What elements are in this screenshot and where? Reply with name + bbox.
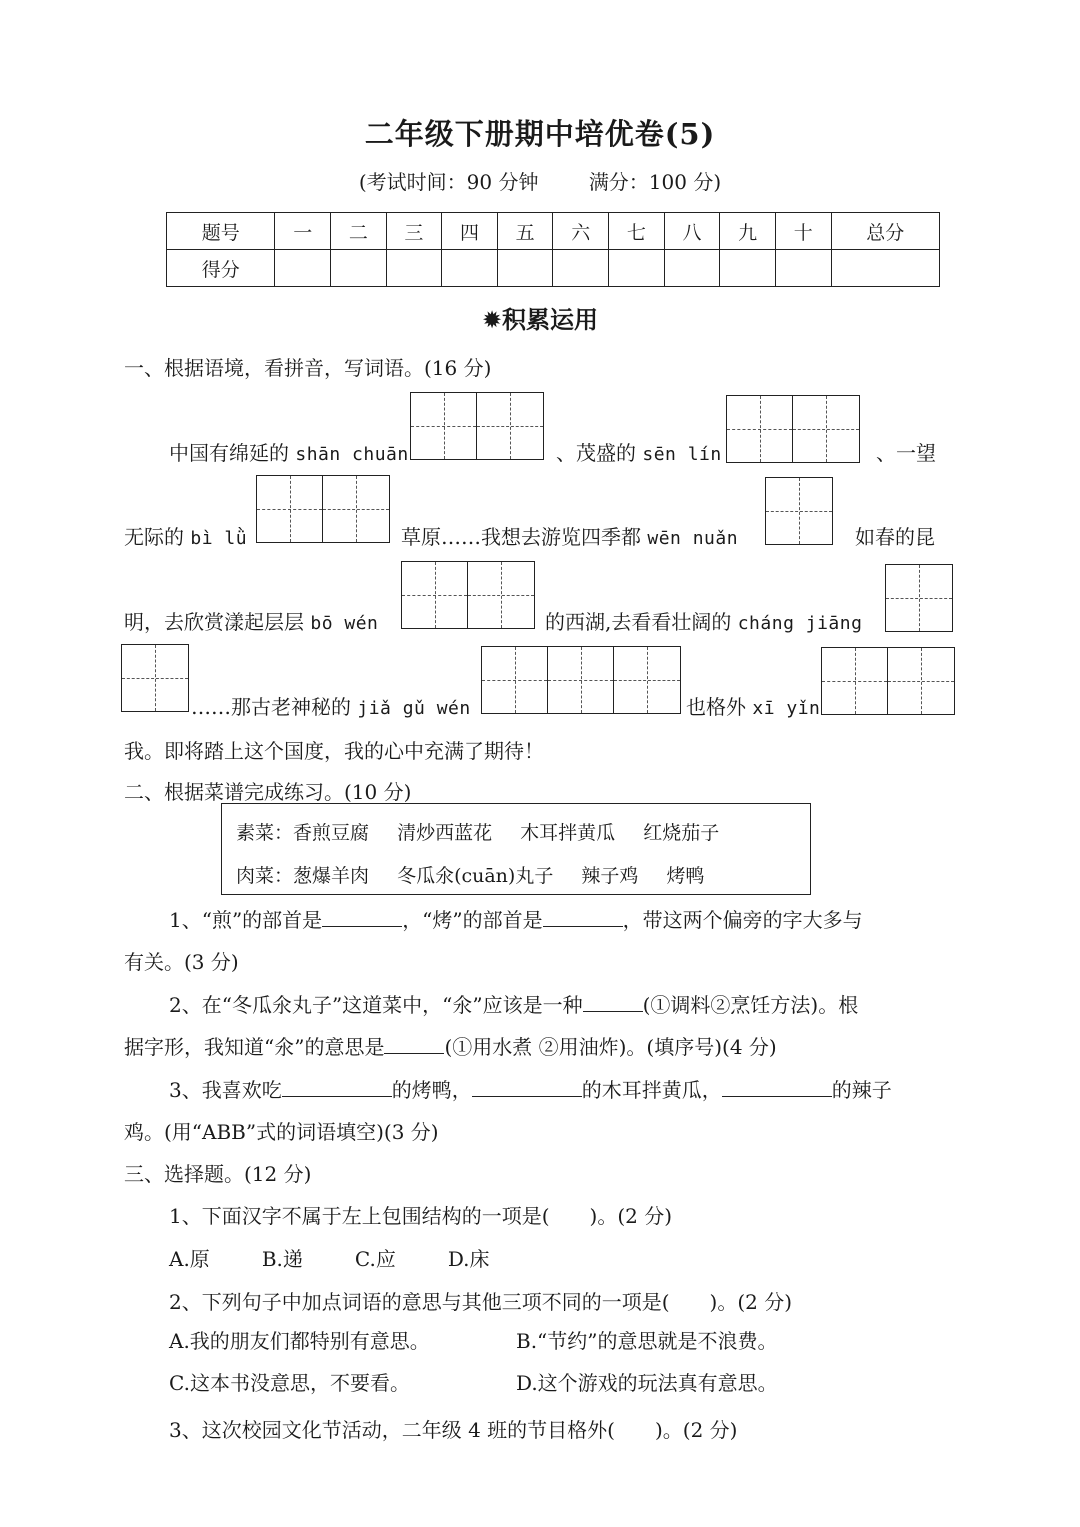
- char-box-grid[interactable]: [256, 475, 390, 543]
- q2-text: (①用水煮 ②用油炸)。(填序号)(4 分): [444, 1035, 777, 1059]
- q3-s1: 1、下面汉字不属于左上包围结构的一项是( )。(2 分): [169, 1204, 673, 1228]
- score-input-cell[interactable]: [720, 250, 776, 287]
- q1-line4-mid: [686, 691, 820, 720]
- score-cell: 七: [609, 213, 665, 250]
- menu-row-veg: [236, 818, 741, 845]
- answer-blank[interactable]: [282, 1076, 392, 1097]
- score-input-cell[interactable]: [275, 250, 331, 287]
- q1-text: ……那古老神秘的: [191, 695, 351, 719]
- menu-item: 肉菜：葱爆羊肉: [236, 865, 370, 887]
- char-box[interactable]: [793, 396, 859, 462]
- char-box-grid[interactable]: [885, 564, 953, 632]
- q3-s2: 2、下列句子中加点词语的意思与其他三项不同的一项是( )。(2 分): [169, 1290, 793, 1314]
- q1-line3-text: [124, 606, 378, 635]
- char-box-grid[interactable]: [121, 644, 189, 712]
- score-cell: 十: [775, 213, 831, 250]
- q1-line3-mid: [545, 606, 862, 635]
- char-box-grid[interactable]: [401, 561, 535, 629]
- score-input-cell[interactable]: [553, 250, 609, 287]
- section-heading: ✹积累运用: [481, 306, 599, 334]
- pinyin: shān chuān: [295, 444, 409, 465]
- menu-item: 冬瓜氽(cuān)丸子: [397, 865, 554, 887]
- q2-text: (①调料②烹饪方法)。根: [642, 993, 859, 1017]
- menu-item: 红烧茄子: [643, 822, 720, 844]
- char-box[interactable]: [323, 476, 389, 542]
- score-input-cell[interactable]: [386, 250, 442, 287]
- menu-item: 木耳拌黄瓜: [520, 822, 616, 844]
- char-box[interactable]: [822, 648, 888, 714]
- score-table: [166, 212, 940, 287]
- q1-text: 我。即将踏上这个国度，我的心中充满了期待！: [124, 739, 544, 763]
- score-input-cell[interactable]: [609, 250, 665, 287]
- q2-text: 3、我喜欢吃: [169, 1078, 282, 1102]
- char-box[interactable]: [122, 645, 188, 711]
- menu-item: 辣子鸡: [581, 865, 639, 887]
- score-cell: 八: [664, 213, 720, 250]
- q1-text: 无际的: [124, 525, 184, 549]
- char-box[interactable]: [766, 478, 832, 544]
- score-input-cell[interactable]: [497, 250, 553, 287]
- q2-text: 1、“煎”的部首是: [169, 908, 323, 932]
- score-cell: 五: [497, 213, 553, 250]
- q3-s3: 3、这次校园文化节活动，二年级 4 班的节目格外( )。(2 分): [169, 1418, 738, 1442]
- score-row-label: 得分: [167, 250, 275, 287]
- q1-line4-text: [191, 691, 471, 720]
- q1-text: 的西湖,去看看壮阔的: [545, 610, 732, 634]
- char-box[interactable]: [886, 565, 952, 631]
- char-box[interactable]: [411, 393, 477, 459]
- option[interactable]: B.“节约”的意思就是不浪费。: [516, 1329, 778, 1353]
- char-box-grid[interactable]: [821, 647, 955, 715]
- option[interactable]: D.这个游戏的玩法真有意思。: [516, 1371, 778, 1395]
- q1-line2-mid: [401, 521, 738, 550]
- q1-text: 草原……我想去游览四季都: [401, 525, 641, 549]
- score-cell: 二: [331, 213, 387, 250]
- q2-text: 2、在“冬瓜氽丸子”这道菜中，“氽”应该是一种: [169, 993, 583, 1017]
- score-cell: 一: [275, 213, 331, 250]
- q2-s1: [169, 904, 863, 933]
- pinyin: cháng jiāng: [737, 613, 863, 634]
- char-box-grid[interactable]: [410, 392, 544, 460]
- q2-text: 有关。(3 分): [124, 950, 239, 974]
- q2-s2: [169, 989, 858, 1018]
- q2-s3: [169, 1074, 892, 1103]
- option[interactable]: A.我的朋友们都特别有意思。: [169, 1329, 430, 1353]
- q2-text: ，带这两个偏旁的字大多与: [622, 908, 863, 932]
- answer-blank[interactable]: [722, 1076, 832, 1097]
- q1-heading: 一、根据语境，看拼音，写词语。(16 分): [124, 356, 492, 380]
- char-box[interactable]: [402, 562, 468, 628]
- menu-row-meat: [236, 861, 726, 888]
- char-box-grid[interactable]: [481, 646, 681, 714]
- q2-text: 的烤鸭，: [391, 1078, 472, 1102]
- q1-line2-text: [124, 521, 247, 550]
- page-title: 二年级下册期中培优卷(5): [364, 117, 716, 151]
- exam-time: (考试时间：90 分钟: [358, 170, 539, 194]
- q1-text: 、茂盛的: [556, 441, 636, 465]
- pinyin: xī yǐn: [752, 698, 821, 719]
- exam-info: [0, 166, 1080, 195]
- score-input-cell[interactable]: [664, 250, 720, 287]
- menu-item: 清炒西蓝花: [397, 822, 493, 844]
- answer-blank[interactable]: [583, 991, 643, 1012]
- menu-item: 烤鸭: [666, 865, 705, 887]
- q3-heading: 三、选择题。(12 分): [124, 1162, 312, 1186]
- score-table-header-row: [167, 213, 940, 250]
- pinyin: bì lǜ: [190, 528, 248, 549]
- q1-text: 中国有绵延的: [169, 441, 289, 465]
- score-input-cell[interactable]: [331, 250, 387, 287]
- char-box[interactable]: [257, 476, 323, 542]
- char-box[interactable]: [888, 648, 954, 714]
- option[interactable]: D.床: [447, 1247, 490, 1271]
- char-box[interactable]: [548, 647, 614, 713]
- answer-blank[interactable]: [322, 906, 402, 927]
- char-box[interactable]: [482, 647, 548, 713]
- score-cell: 四: [442, 213, 498, 250]
- char-box[interactable]: [477, 393, 543, 459]
- pinyin: wēn nuǎn: [647, 528, 739, 549]
- score-input-cell[interactable]: [831, 250, 940, 287]
- score-input-cell[interactable]: [442, 250, 498, 287]
- q1-line1-mid: [556, 437, 722, 466]
- q2-text: 的辣子: [831, 1078, 892, 1102]
- answer-blank[interactable]: [384, 1033, 444, 1054]
- option[interactable]: C.应: [354, 1247, 396, 1271]
- answer-blank[interactable]: [543, 906, 623, 927]
- q3-s1-options: [169, 1243, 490, 1272]
- exam-full-score: 满分：100 分): [588, 170, 722, 194]
- char-box[interactable]: [727, 396, 793, 462]
- pinyin: bō wén: [310, 613, 379, 634]
- q2-heading: 二、根据菜谱完成练习。(10 分): [124, 780, 412, 804]
- q1-text: 明，去欣赏漾起层层: [124, 610, 304, 634]
- q2-s2-cont: [124, 1031, 777, 1060]
- q1-text: 也格外: [686, 695, 746, 719]
- q1-text: 如春的昆: [855, 525, 935, 549]
- score-cell: 三: [386, 213, 442, 250]
- char-box-grid[interactable]: [726, 395, 860, 463]
- option[interactable]: B.递: [261, 1247, 303, 1271]
- pinyin: jiǎ gǔ wén: [357, 698, 471, 719]
- char-box[interactable]: [614, 647, 680, 713]
- char-box[interactable]: [468, 562, 534, 628]
- score-cell: 六: [553, 213, 609, 250]
- option[interactable]: A.原: [169, 1247, 210, 1271]
- score-table-score-row: [167, 250, 940, 287]
- score-cell: 题号: [167, 213, 275, 250]
- option[interactable]: C.这本书没意思，不要看。: [169, 1371, 410, 1395]
- score-cell: 总分: [831, 213, 940, 250]
- score-input-cell[interactable]: [775, 250, 831, 287]
- menu-item: 素菜：香煎豆腐: [236, 822, 370, 844]
- char-box-grid[interactable]: [765, 477, 833, 545]
- q1-line1-text: [169, 437, 409, 466]
- q2-text: ，“烤”的部首是: [402, 908, 543, 932]
- pinyin: sēn lín: [642, 444, 722, 465]
- q1-text: 、一望: [876, 441, 936, 465]
- menu-box: [221, 803, 811, 895]
- answer-blank[interactable]: [472, 1076, 582, 1097]
- q2-text: 鸡。(用“ABB”式的词语填空)(3 分): [124, 1120, 439, 1144]
- q2-text: 的木耳拌黄瓜，: [581, 1078, 722, 1102]
- q2-text: 据字形，我知道“氽”的意思是: [124, 1035, 385, 1059]
- score-cell: 九: [720, 213, 776, 250]
